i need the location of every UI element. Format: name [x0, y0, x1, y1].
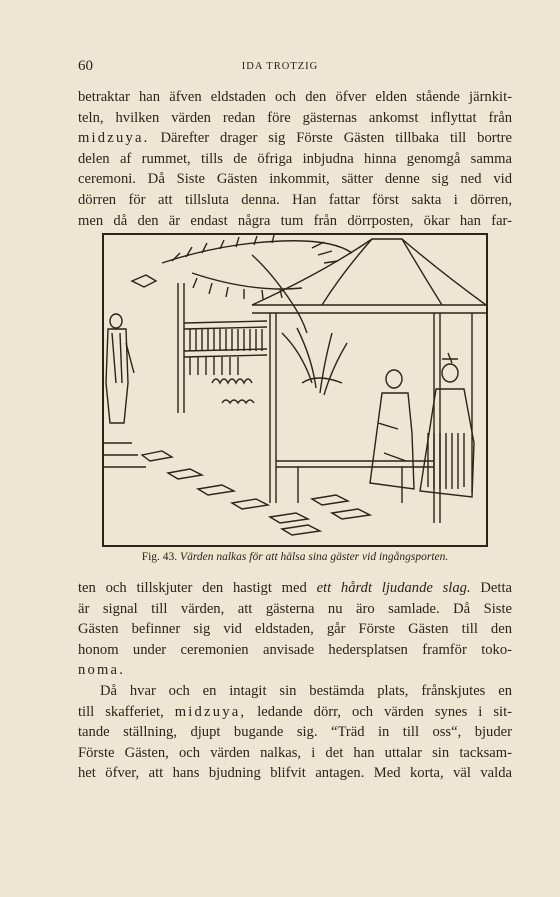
text-line: men då den är endast några tum från dörrposten, ökar han far-: [78, 212, 512, 229]
text-line: het öfver, att hans bjudning blifvit antagen. Med korta, väl valda: [78, 765, 512, 782]
text-line: teln, hvilken värden redan före gästernas ankomst inflyttat från: [78, 109, 512, 126]
figure-caption: [78, 550, 512, 564]
spaced-term: midzuya.: [78, 130, 150, 147]
paragraph-3: [78, 681, 512, 784]
figure-illustration: [102, 233, 488, 547]
text-span: Detta: [470, 580, 512, 596]
paragraph-2: [78, 578, 512, 681]
gate-post: [178, 283, 184, 413]
italic-phrase: ett hårdt ljudande slag.: [316, 580, 471, 596]
text-line: Gästen befinner sig vid eldstaden, går Förste Gästen till den: [78, 621, 512, 638]
text-line: dörren för att tillsluta denna. Han fattar först sakta i dörren,: [78, 191, 512, 208]
shelter-posts: [270, 313, 472, 523]
stone-steps: [104, 443, 146, 467]
text-line: [78, 660, 512, 681]
lattice-fence: [184, 321, 267, 375]
bench: [276, 461, 434, 503]
figure-number: Fig. 43.: [141, 551, 178, 563]
shelter-roof: [252, 239, 486, 313]
seated-guests: [370, 353, 474, 497]
text-line: [78, 702, 512, 723]
page-number: 60: [78, 58, 93, 74]
text-line: delen af rummet, tills de öfriga inbjudna hinna genomgå samma: [78, 150, 512, 167]
text-span: ten och tillskjuter den hastigt med: [78, 580, 317, 596]
text-line: honom under ceremonien anvisade hedersplatsen framför toko-: [78, 641, 512, 658]
text-span: till skafferiet,: [78, 703, 175, 720]
pine-tree-drawing: [132, 235, 352, 333]
text-line: tande ställning, djupt bugande sig. “Träd in till oss“, bjuder: [78, 724, 512, 741]
caption-text: Värden nalkas för att hälsa sina gäster vid ingångsporten.: [180, 551, 449, 563]
host-figure: [106, 314, 134, 423]
text-line: betraktar han äfven eldstaden och den öfver elden stående järnkit-: [78, 89, 512, 105]
text-line: ceremoni. Då Siste Gästen inkommit, sätter denne sig ned vid: [78, 171, 512, 188]
paragraph-1: [78, 87, 512, 231]
spaced-term: midzuya,: [174, 703, 247, 720]
text-span: Därefter drager sig Förste Gästen tillbaka till bortre: [149, 130, 512, 147]
text-line: [78, 578, 512, 599]
text-line: Förste Gästen, och värden nalkas, i det han uttalar sin tacksam-: [78, 744, 512, 761]
spaced-term: noma.: [78, 662, 126, 679]
text-span: ledande dörr, och värden synes i sit-: [246, 703, 513, 720]
stepping-stones: [142, 451, 370, 535]
text-line: Då hvar och en intagit sin bestämda plats, frånskjutes en: [100, 683, 512, 699]
running-head: IDA TROTZIG: [241, 61, 319, 72]
text-line: [78, 128, 512, 149]
text-line: är signal till värden, att gästerna nu äro samlade. Då Siste: [78, 600, 512, 617]
